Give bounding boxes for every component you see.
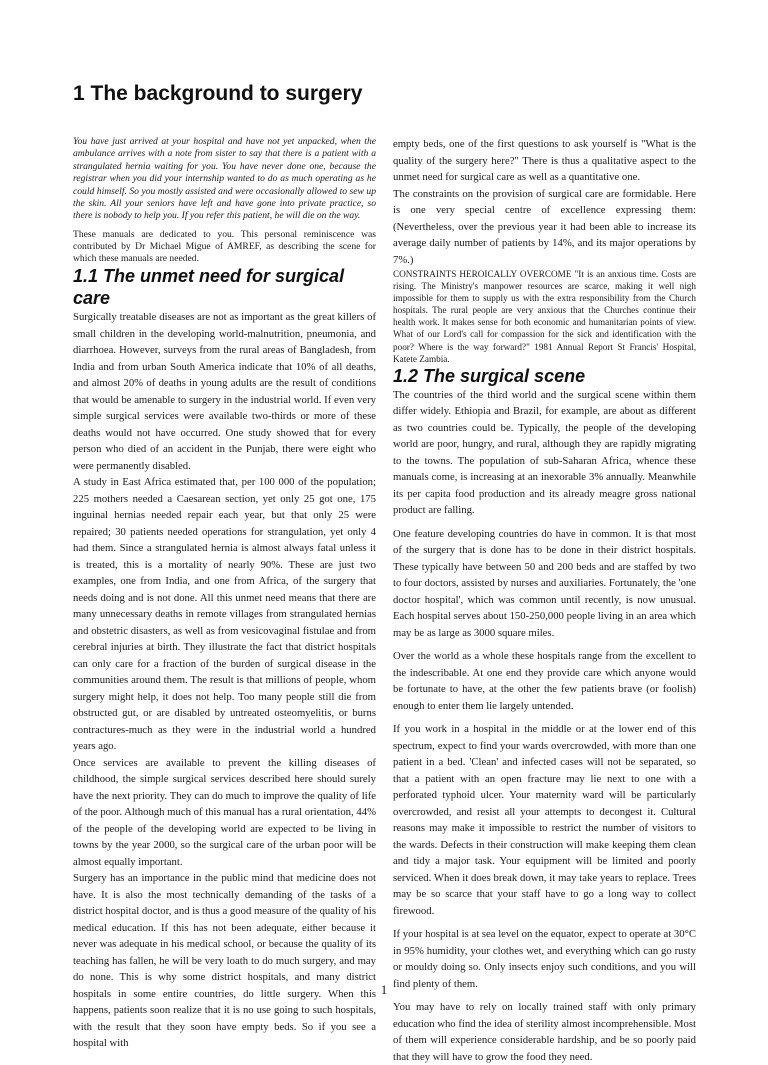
section-title-1-1: 1.1 The unmet need for surgical care: [73, 266, 345, 309]
left-column: [73, 136, 376, 1052]
body-paragraph: A study in East Africa estimated that, per 100 000 of the population; 225 mothers needed a Caesarean section, yet only 25 got one, 175 inguinal hernias needed repair each year, but that only 25 were repaired; 30 patients needed operations for strangulation, yet only 4 had them. Since a strangulated hernia is almost always fatal unless it is treated, this is a mortality of nearly 90%. These are just two examples, one from India, and one from Africa, of the surgery that needs doing and is not done. All this unmet need means that there are many unnecessary deaths in remote villages from strangulated hernias and obstetric disasters, as well as from vesicovaginal fistulae and from cerebral injuries at birth. They illustrate the fact that district hospitals can only care for a fraction of the burden of surgical disease in the communities around them. The result is that millions of people, whom surgery might help, it does not help. Too many people still die from obstructed gut, or are disabled by untreated osteomyelitis, or burns contractures-much as they were in the industrial world a hundred years ago.: [73, 476, 376, 753]
intro-paragraph: You have just arrived at your hospital and have not yet unpacked, when the ambulance arrives with a note from sister to say that there is a patient with a strangulated hernia waiting for you. You have never done one, because the registrar when you did your internship wanted to do as much operating as he could himself. So you mostly assisted and were occasionally allowed to sew up the skin. All your seniors have left and have gone into private practice, so there is nobody to help you. If you refer this patient, he will die on the way.: [73, 136, 376, 222]
continuation-paragraph: empty beds, one of the first questions to ask yourself is "What is the quality of the surgery here?" There is thus a qualitative aspect to the unmet need for surgical care as well as a quantitative one.: [393, 138, 696, 183]
body-paragraph: The countries of the third world and the surgical scene within them differ widely. Ethiopia and Brazil, for example, are about as different as two countries could be. Typically, the people of the developing world are poor, hungry, and rural, although they are rapidly migrating to the towns. The population of sub-Saharan Africa, whence these manuals come, is increasing at an inexorable 3% annually. Meanwhile its per capita food production and its already meagre gross national product are falling.: [393, 388, 696, 517]
section-title-1-2: 1.2 The surgical scene: [393, 365, 586, 386]
chapter-title: 1 The background to surgery: [73, 82, 363, 105]
right-column: [393, 136, 696, 1065]
body-paragraph: One feature developing countries do have in common. It is that most of the surgery that is done has to be done in their district hospitals. These typically have between 50 and 200 beds and are staffed by two to four doctors, assisted by nurses and auxiliaries. Fortunately, the 'one doctor hospital', which was common until recently, is now unusual. Each hospital serves about 150-250,000 people living in an area which may be as large as 3000 square miles.: [393, 527, 696, 639]
body-paragraph: Surgery has an importance in the public mind that medicine does not have. It is also the most technically demanding of the tasks of a district hospital doctor, and is thus a good measure of the quality of his medical education. If this has not been adequate, either because it never was adequate in his medical school, or because the quality of its teaching has fallen, he will be very loath to do much surgery, and may do none. This is why some district hospitals, and many district hospitals in some entire countries, do little surgery. When this happens, patients soon realize that it is no use going to such hospitals, with the result that they soon have empty beds. So if you see a hospital with: [73, 872, 376, 1050]
dedication-paragraph: These manuals are dedicated to you. This personal reminiscence was contributed by Dr Michael Migue of AMREF, as describing the scene for which these manuals are needed.: [73, 228, 376, 265]
constraints-paragraph: The constraints on the provision of surgical care are formidable. Here is one very special centre of excellence expressing them: (Nevertheless, over the previous year it had been able to increase its average daily number of patients by 14%, and its major operations by 7%.): [393, 187, 696, 266]
body-paragraph: Once services are available to prevent the killing diseases of childhood, the simple surgical services described here should surely have the next priority. They can do much to improve the quality of life of the poor. Although much of this manual has a rural orientation, 44% of the people of the developing world are expected to be living in towns by the year 2000, so the surgical care of the urban poor will be almost equally important.: [73, 756, 376, 868]
body-paragraph: Surgically treatable diseases are not as important as the great killers of small children in the developing world-malnutrition, pneumonia, and diarrhoea. However, surveys from the rural areas of Bangladesh, from India and from urban South America indicate that 10% of all deaths, and almost 20% of deaths in young adults are the result of conditions that would be amenable to surgery in the industrial world. If even very simple surgical services were available two-thirds or more of these deaths would not have occurred. One study showed that for every person who died of an accident in the Punjab, there were eight who were permanently disabled.: [73, 311, 376, 472]
quote-paragraph: CONSTRAINTS HEROICALLY OVERCOME "It is an anxious time. Costs are rising. The Ministry's manpower resources are scarce, making it well nigh impossible for them to supply us with the extra responsibility from the Church hospitals. The rural people are very anxious that the Churches continue their health work. It makes sense for both economic and humanitarian points of view. What of our Lord's call for compassion for the sick and identification with the poor? Where is the way forward?" 1981 Annual Report St Francis' Hospital, Katete Zambia.: [393, 269, 696, 364]
body-paragraph: You may have to rely on locally trained staff with only primary education who find the idea of sterility almost incomprehensible. Most of them will experience considerable hardship, and be so poorly paid that they will have to grow the food they need.: [393, 1001, 696, 1063]
body-paragraph: Over the world as a whole these hospitals range from the excellent to the indescribable. At one end they provide care which anyone would be fortunate to have, at the other the few patients brave (or foolish) enough to enter them lie largely untended.: [393, 650, 696, 712]
page-number: 1: [380, 982, 388, 997]
body-paragraph: If you work in a hospital in the middle or at the lower end of this spectrum, expect to find your wards overcrowded, with more than one patient in a bed. 'Clean' and infected cases will not be separated, so that a patient with an open fracture may lie next to one with a perforated typhoid ulcer. Your maternity ward will be particularly overcrowded, and resist all your attempts to decongest it. Cultural reasons may make it impossible to restrict the number of visitors to the wards. Defects in their construction will make keeping them clean and tidy a major task. Your equipment will be limited and poorly serviced. When it does break down, it may take years to replace. Trees may be so scarce that your staff have to go a long way to collect firewood.: [393, 723, 696, 917]
body-paragraph: If your hospital is at sea level on the equator, expect to operate at 30°C in 95% humidity, your clothes wet, and everything which can go rusty or mouldy doing so. Only insects enjoy such conditions, and you will find plenty of them.: [393, 928, 696, 990]
